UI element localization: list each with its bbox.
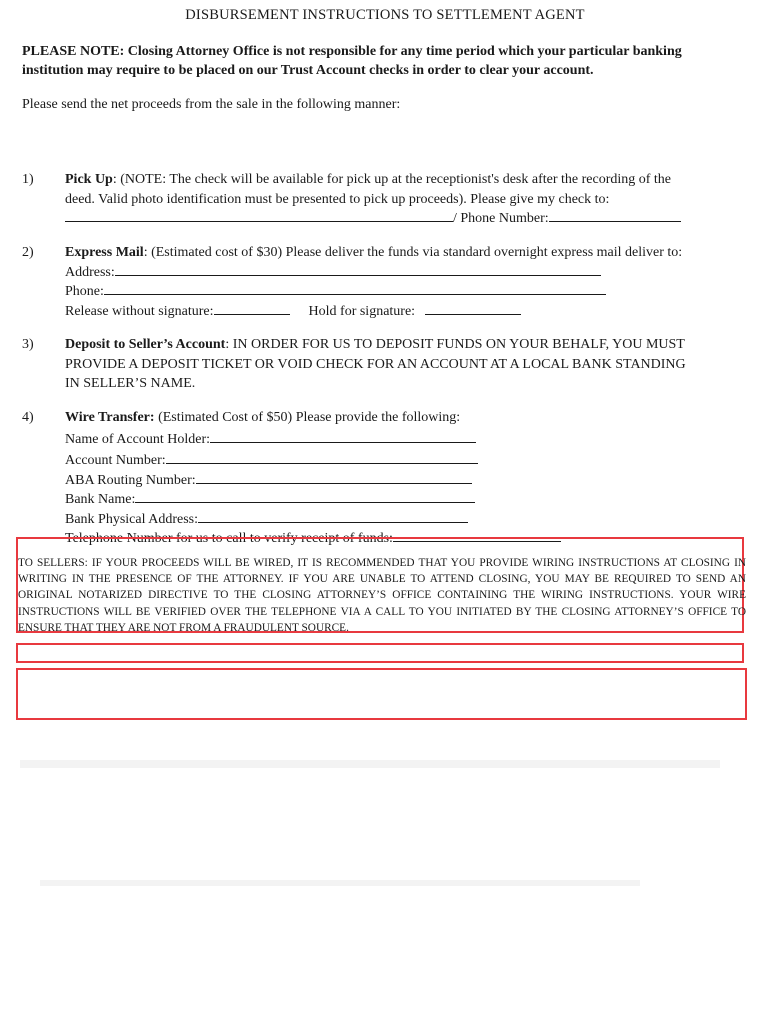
option-wire-transfer xyxy=(22,409,742,546)
bank-address-field[interactable] xyxy=(198,510,468,523)
field-label: Telephone Number for us to call to verify receipt of funds: xyxy=(65,531,393,546)
option-heading: Express Mail xyxy=(65,245,144,260)
scan-artifact xyxy=(20,760,720,768)
option-text: IN SELLER’S NAME. xyxy=(65,376,196,391)
option-text: : IN ORDER FOR US TO DEPOSIT FUNDS ON YOUR BEHALF, YOU MUST xyxy=(225,337,685,352)
option-deposit xyxy=(22,335,742,395)
phone-label: / Phone Number: xyxy=(453,211,549,226)
intro-text: Please send the net proceeds from the sale in the following manner: xyxy=(22,97,401,112)
account-holder-field[interactable] xyxy=(210,430,476,443)
option-text: deed. Valid photo identification must be presented to pick up proceeds). Please give my check to: xyxy=(65,191,610,207)
account-number-field[interactable] xyxy=(166,451,478,464)
highlight-box xyxy=(16,643,744,663)
disclaimer-note: PLEASE NOTE: Closing Attorney Office is not responsible for any time period which your particular banking institution may require to be placed on our Trust Account checks in order to clear your account. xyxy=(22,44,682,78)
hold-label: Hold for signature: xyxy=(308,303,416,319)
address-label: Address: xyxy=(65,264,115,280)
scan-artifact xyxy=(40,880,640,886)
document-title: DISBURSEMENT INSTRUCTIONS TO SETTLEMENT AGENT xyxy=(185,7,585,23)
option-number: 4) xyxy=(22,410,34,425)
wiring-warning-text: TO SELLERS: IF YOUR PROCEEDS WILL BE WIRED, IT IS RECOMMENDED THAT YOU PROVIDE WIRING INSTRUCTIONS AT CLOSING IN WRITING IN THE PRESENCE OF THE ATTORNEY. IF YOU ARE UNABLE TO ATTEND CLOSING, YOU MAY BE REQUIRED TO SEND AN ORIGINAL NOTARIZED DIRECTIVE TO THE CLOSING ATTORNEY’S OFFICE CONTAINING THE WIRING INSTRUCTIONS. YOUR WIRE INSTRUCTIONS WILL BE VERIFIED OVER THE TELEPHONE VIA A CALL TO YOU INITIATED BY THE CLOSING ATTORNEY’S OFFICE TO ENSURE THAT THEY ARE NOT FROM A FRAUDULENT SOURCE. xyxy=(18,557,746,634)
option-number: 3) xyxy=(22,337,34,352)
option-text: : (Estimated cost of $30) Please deliver the funds via standard overnight express mail deliver to: xyxy=(143,245,683,260)
recipient-name-field[interactable] xyxy=(65,209,453,222)
field-label: Bank Name: xyxy=(65,492,136,507)
option-heading: Wire Transfer: xyxy=(65,410,155,425)
address-field[interactable] xyxy=(115,263,601,276)
release-field[interactable] xyxy=(214,302,290,315)
field-label: ABA Routing Number: xyxy=(65,472,196,488)
release-label: Release without signature: xyxy=(65,303,214,319)
option-number: 1) xyxy=(22,172,34,187)
hold-field[interactable] xyxy=(425,302,521,315)
option-pick-up xyxy=(22,170,742,230)
option-express-mail xyxy=(22,243,742,323)
option-heading: Deposit to Seller’s Account xyxy=(65,337,226,352)
option-text: : (NOTE: The check will be available for pick up at the receptionist's desk after the recording of the xyxy=(112,172,672,187)
option-heading: Pick Up xyxy=(65,172,113,187)
phone-label: Phone: xyxy=(65,284,104,299)
option-text: PROVIDE A DEPOSIT TICKET OR VOID CHECK FOR AN ACCOUNT AT A LOCAL BANK STANDING xyxy=(65,356,686,372)
phone-field[interactable] xyxy=(104,282,606,295)
phone-number-field[interactable] xyxy=(549,209,681,222)
bank-name-field[interactable] xyxy=(135,490,475,503)
field-label: Bank Physical Address: xyxy=(65,511,198,527)
field-label: Account Number: xyxy=(65,453,166,468)
routing-number-field[interactable] xyxy=(196,471,472,484)
option-text: (Estimated Cost of $50) Please provide the following: xyxy=(154,410,461,425)
option-number: 2) xyxy=(22,245,34,260)
highlight-box xyxy=(16,668,747,720)
field-label: Name of Account Holder: xyxy=(65,431,211,447)
